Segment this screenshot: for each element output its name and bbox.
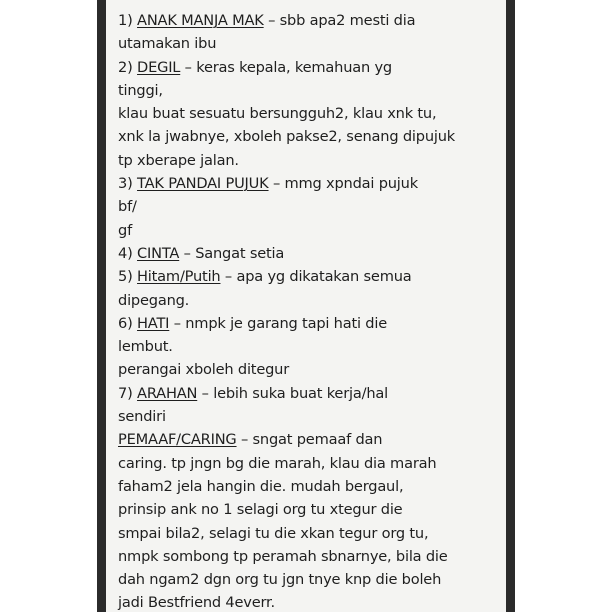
line-text: tinggi, (118, 81, 163, 99)
note-line (118, 219, 504, 242)
note-line (118, 428, 504, 451)
trait-heading: TAK PANDAI PUJUK (137, 175, 269, 193)
note-line (118, 102, 504, 125)
line-text: perangai xboleh ditegur (118, 361, 290, 379)
note-line (118, 568, 504, 591)
note-line (118, 195, 504, 218)
line-text: caring. tp jngn bg die marah, klau dia marah (118, 454, 437, 472)
line-text: smpai bila2, selagi tu die xkan tegur org tu, (118, 524, 429, 542)
line-text: dah ngam2 dgn org tu jgn tnye knp die boleh (118, 571, 442, 589)
line-text: – sngat pemaaf dan (236, 431, 383, 449)
line-number: 3) (118, 175, 138, 193)
note-paper (106, 0, 506, 612)
line-number: 7) (118, 384, 138, 402)
line-text: nmpk sombong tp peramah sbnarnye, bila die (118, 547, 448, 565)
trait-heading: Hitam/Putih (137, 268, 221, 286)
note-line (118, 125, 504, 148)
line-text: – Sangat setia (179, 244, 285, 262)
line-number: 6) (118, 314, 138, 332)
line-number: 4) (118, 244, 138, 262)
line-text: sendiri (118, 408, 166, 426)
line-text: tp xberape jalan. (118, 151, 239, 169)
note-line (118, 172, 504, 195)
note-line (118, 56, 504, 79)
left-border-bar (97, 0, 106, 612)
line-text: – apa yg dikatakan semua (220, 268, 412, 286)
line-text: faham2 jela hangin die. mudah bergaul, (118, 477, 404, 495)
note-line (118, 452, 504, 475)
note-line (118, 591, 504, 612)
trait-heading: CINTA (137, 244, 180, 262)
right-border-bar (506, 0, 515, 612)
note-line (118, 242, 504, 265)
note-line (118, 498, 504, 521)
line-text: gf (118, 221, 133, 239)
line-text: lembut. (118, 338, 173, 356)
note-line (118, 32, 504, 55)
note-line (118, 9, 504, 32)
note-line (118, 149, 504, 172)
note-line (118, 545, 504, 568)
trait-heading: ANAK MANJA MAK (137, 12, 264, 29)
note-line (118, 79, 504, 102)
trait-heading: HATI (137, 314, 170, 332)
trait-heading: DEGIL (137, 58, 181, 76)
line-text: bf/ (118, 198, 137, 216)
line-number: 2) (118, 58, 138, 76)
line-text: xnk la jwabnye, xboleh pakse2, senang dipujuk (118, 128, 456, 146)
note-line (118, 289, 504, 312)
line-text: – sbb apa2 mesti dia (263, 12, 416, 29)
note-line (118, 335, 504, 358)
line-text: – lebih suka buat kerja/hal (197, 384, 388, 402)
line-text: klau buat sesuatu bersungguh2, klau xnk tu, (118, 105, 437, 123)
note-line (118, 522, 504, 545)
line-text: – keras kepala, kemahuan yg (180, 58, 392, 76)
line-text: jadi Bestfriend 4everr. (118, 594, 275, 612)
note-line (118, 475, 504, 498)
note-line (118, 358, 504, 381)
line-text: – nmpk je garang tapi hati die (169, 314, 387, 332)
note-line (118, 382, 504, 405)
trait-heading: ARAHAN (137, 384, 198, 402)
note-line (118, 312, 504, 335)
line-text: – mmg xpndai pujuk (268, 175, 418, 193)
note-text (118, 9, 504, 612)
line-text: dipegang. (118, 291, 190, 309)
line-text: prinsip ank no 1 selagi org tu xtegur die (118, 501, 403, 519)
line-number: 1) (118, 12, 138, 29)
note-line (118, 405, 504, 428)
trait-heading: PEMAAF/CARING (118, 431, 237, 449)
note-line (118, 265, 504, 288)
line-text: utamakan ibu (118, 35, 217, 53)
line-number: 5) (118, 268, 138, 286)
